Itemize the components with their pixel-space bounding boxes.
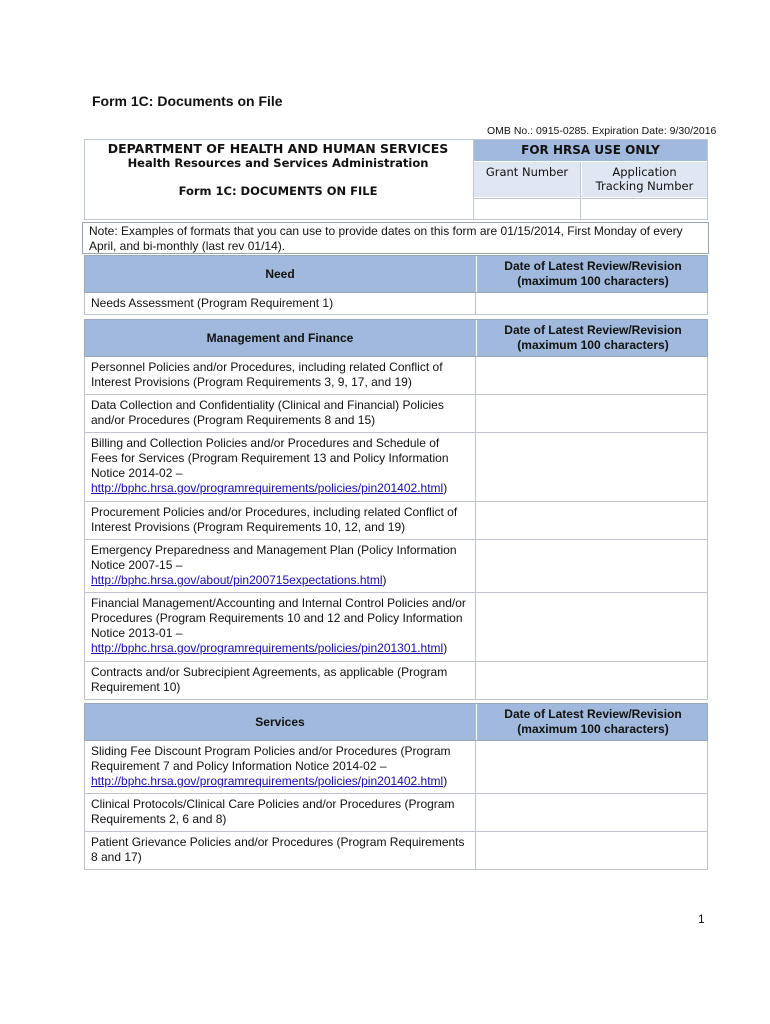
page-number: 1 — [698, 912, 705, 926]
document-description — [91, 296, 469, 311]
description-text: Needs Assessment (Program Requirement 1) — [91, 296, 334, 310]
description-tail: ) — [443, 481, 448, 495]
date-entry-field[interactable] — [476, 357, 707, 394]
date-entry-field[interactable] — [476, 662, 707, 699]
date-header-line-2: (maximum 100 characters) — [517, 274, 669, 288]
description-text: Patient Grievance Policies and/or Procedures (Program Requirements 8 and 17) — [91, 835, 465, 864]
date-header-line-1: Date of Latest Review/Revision — [504, 707, 682, 721]
section-header-services — [84, 703, 708, 741]
table-row — [84, 293, 708, 315]
table-row — [84, 832, 708, 870]
description-text: Financial Management/Accounting and Internal Control Policies and/or Procedures (Program Requirements 10 and 12 and Policy Information Notice 2013-01 – — [91, 596, 466, 640]
description-text: Billing and Collection Policies and/or Procedures and Schedule of Fees for Services (Program Requirement 13 and Policy Information Notice 2014-02 – — [91, 436, 449, 480]
description-tail: ) — [443, 774, 448, 788]
grant-number-label: Grant Number — [474, 162, 581, 197]
date-entry-field[interactable] — [476, 433, 707, 501]
section-title: Services — [255, 715, 305, 729]
date-entry-field[interactable] — [476, 293, 707, 314]
date-entry-field[interactable] — [476, 395, 707, 432]
table-row — [84, 395, 708, 433]
policy-link[interactable]: http://bphc.hrsa.gov/programrequirements/policies/pin201402.html — [91, 481, 444, 495]
date-entry-field[interactable] — [476, 832, 707, 869]
description-text: Procurement Policies and/or Procedures, including related Conflict of Interest Provisions (Program Requirements 10, 12, and 19) — [91, 505, 458, 534]
page-title: Form 1C: Documents on File — [92, 93, 283, 109]
section-title: Need — [265, 267, 295, 281]
section-header-management — [84, 319, 708, 357]
date-entry-field[interactable] — [476, 540, 707, 592]
policy-link[interactable]: http://bphc.hrsa.gov/programrequirements/policies/pin201301.html — [91, 641, 444, 655]
date-header-line-1: Date of Latest Review/Revision — [504, 323, 682, 337]
document-description — [91, 505, 469, 535]
document-description — [91, 436, 469, 496]
description-text: Clinical Protocols/Clinical Care Policies and/or Procedures (Program Requirements 2, 6 and 8) — [91, 797, 455, 826]
date-header-line-2: (maximum 100 characters) — [517, 722, 669, 736]
table-row — [84, 433, 708, 502]
date-header-line-1: Date of Latest Review/Revision — [504, 259, 682, 273]
tracking-number-field[interactable] — [582, 198, 707, 219]
hrsa-use-only-header: FOR HRSA USE ONLY — [474, 140, 707, 161]
description-text: Sliding Fee Discount Program Policies and/or Procedures (Program Requirement 7 and Policy Information Notice 2014-02 – — [91, 744, 451, 773]
document-description — [91, 398, 469, 428]
grant-number-field[interactable] — [474, 198, 581, 219]
date-header-line-2: (maximum 100 characters) — [517, 338, 669, 352]
agency-name: Health Resources and Services Administration — [127, 156, 429, 170]
date-column-header — [476, 320, 709, 356]
table-row — [84, 741, 708, 794]
document-description — [91, 744, 469, 789]
tracking-label-line-2: Tracking Number — [595, 179, 694, 193]
form-subtitle: Form 1C: DOCUMENTS ON FILE — [178, 184, 378, 198]
section-title: Management and Finance — [206, 331, 354, 345]
tracking-label-line-1: Application — [612, 165, 677, 179]
document-description — [91, 797, 469, 827]
document-description — [91, 360, 469, 390]
date-column-header — [476, 704, 709, 740]
table-row — [84, 357, 708, 395]
date-entry-field[interactable] — [476, 502, 707, 539]
tracking-number-label — [582, 162, 707, 197]
date-entry-field[interactable] — [476, 741, 707, 793]
description-text: Data Collection and Confidentiality (Clinical and Financial) Policies and/or Procedures (Program Requirements 8 and 15) — [91, 398, 444, 427]
description-tail: ) — [443, 641, 448, 655]
department-name: DEPARTMENT OF HEALTH AND HUMAN SERVICES — [107, 141, 449, 156]
table-row — [84, 540, 708, 593]
date-format-note: Note: Examples of formats that you can use to provide dates on this form are 01/15/2014, First Monday of every April, and bi-monthly (last rev 01/14). — [82, 222, 709, 254]
table-row — [84, 593, 708, 662]
date-column-header — [476, 256, 709, 292]
section-header-need — [84, 255, 708, 293]
description-tail: ) — [382, 573, 387, 587]
date-entry-field[interactable] — [476, 794, 707, 831]
policy-link[interactable]: http://bphc.hrsa.gov/about/pin200715expectations.html — [91, 573, 383, 587]
document-description — [91, 596, 469, 656]
omb-number: OMB No.: 0915-0285. Expiration Date: 9/30/2016 — [487, 125, 717, 137]
description-text: Contracts and/or Subrecipient Agreements, as applicable (Program Requirement 10) — [91, 665, 448, 694]
table-row — [84, 502, 708, 540]
table-row — [84, 794, 708, 832]
date-entry-field[interactable] — [476, 593, 707, 661]
table-row — [84, 662, 708, 700]
description-text: Personnel Policies and/or Procedures, including related Conflict of Interest Provisions (Program Requirements 3, 9, 17, and 19) — [91, 360, 443, 389]
document-description — [91, 835, 469, 865]
document-description — [91, 543, 469, 588]
document-description — [91, 665, 469, 695]
policy-link[interactable]: http://bphc.hrsa.gov/programrequirements/policies/pin201402.html — [91, 774, 444, 788]
description-text: Emergency Preparedness and Management Plan (Policy Information Notice 2007-15 – — [91, 543, 457, 572]
department-heading — [84, 141, 472, 171]
